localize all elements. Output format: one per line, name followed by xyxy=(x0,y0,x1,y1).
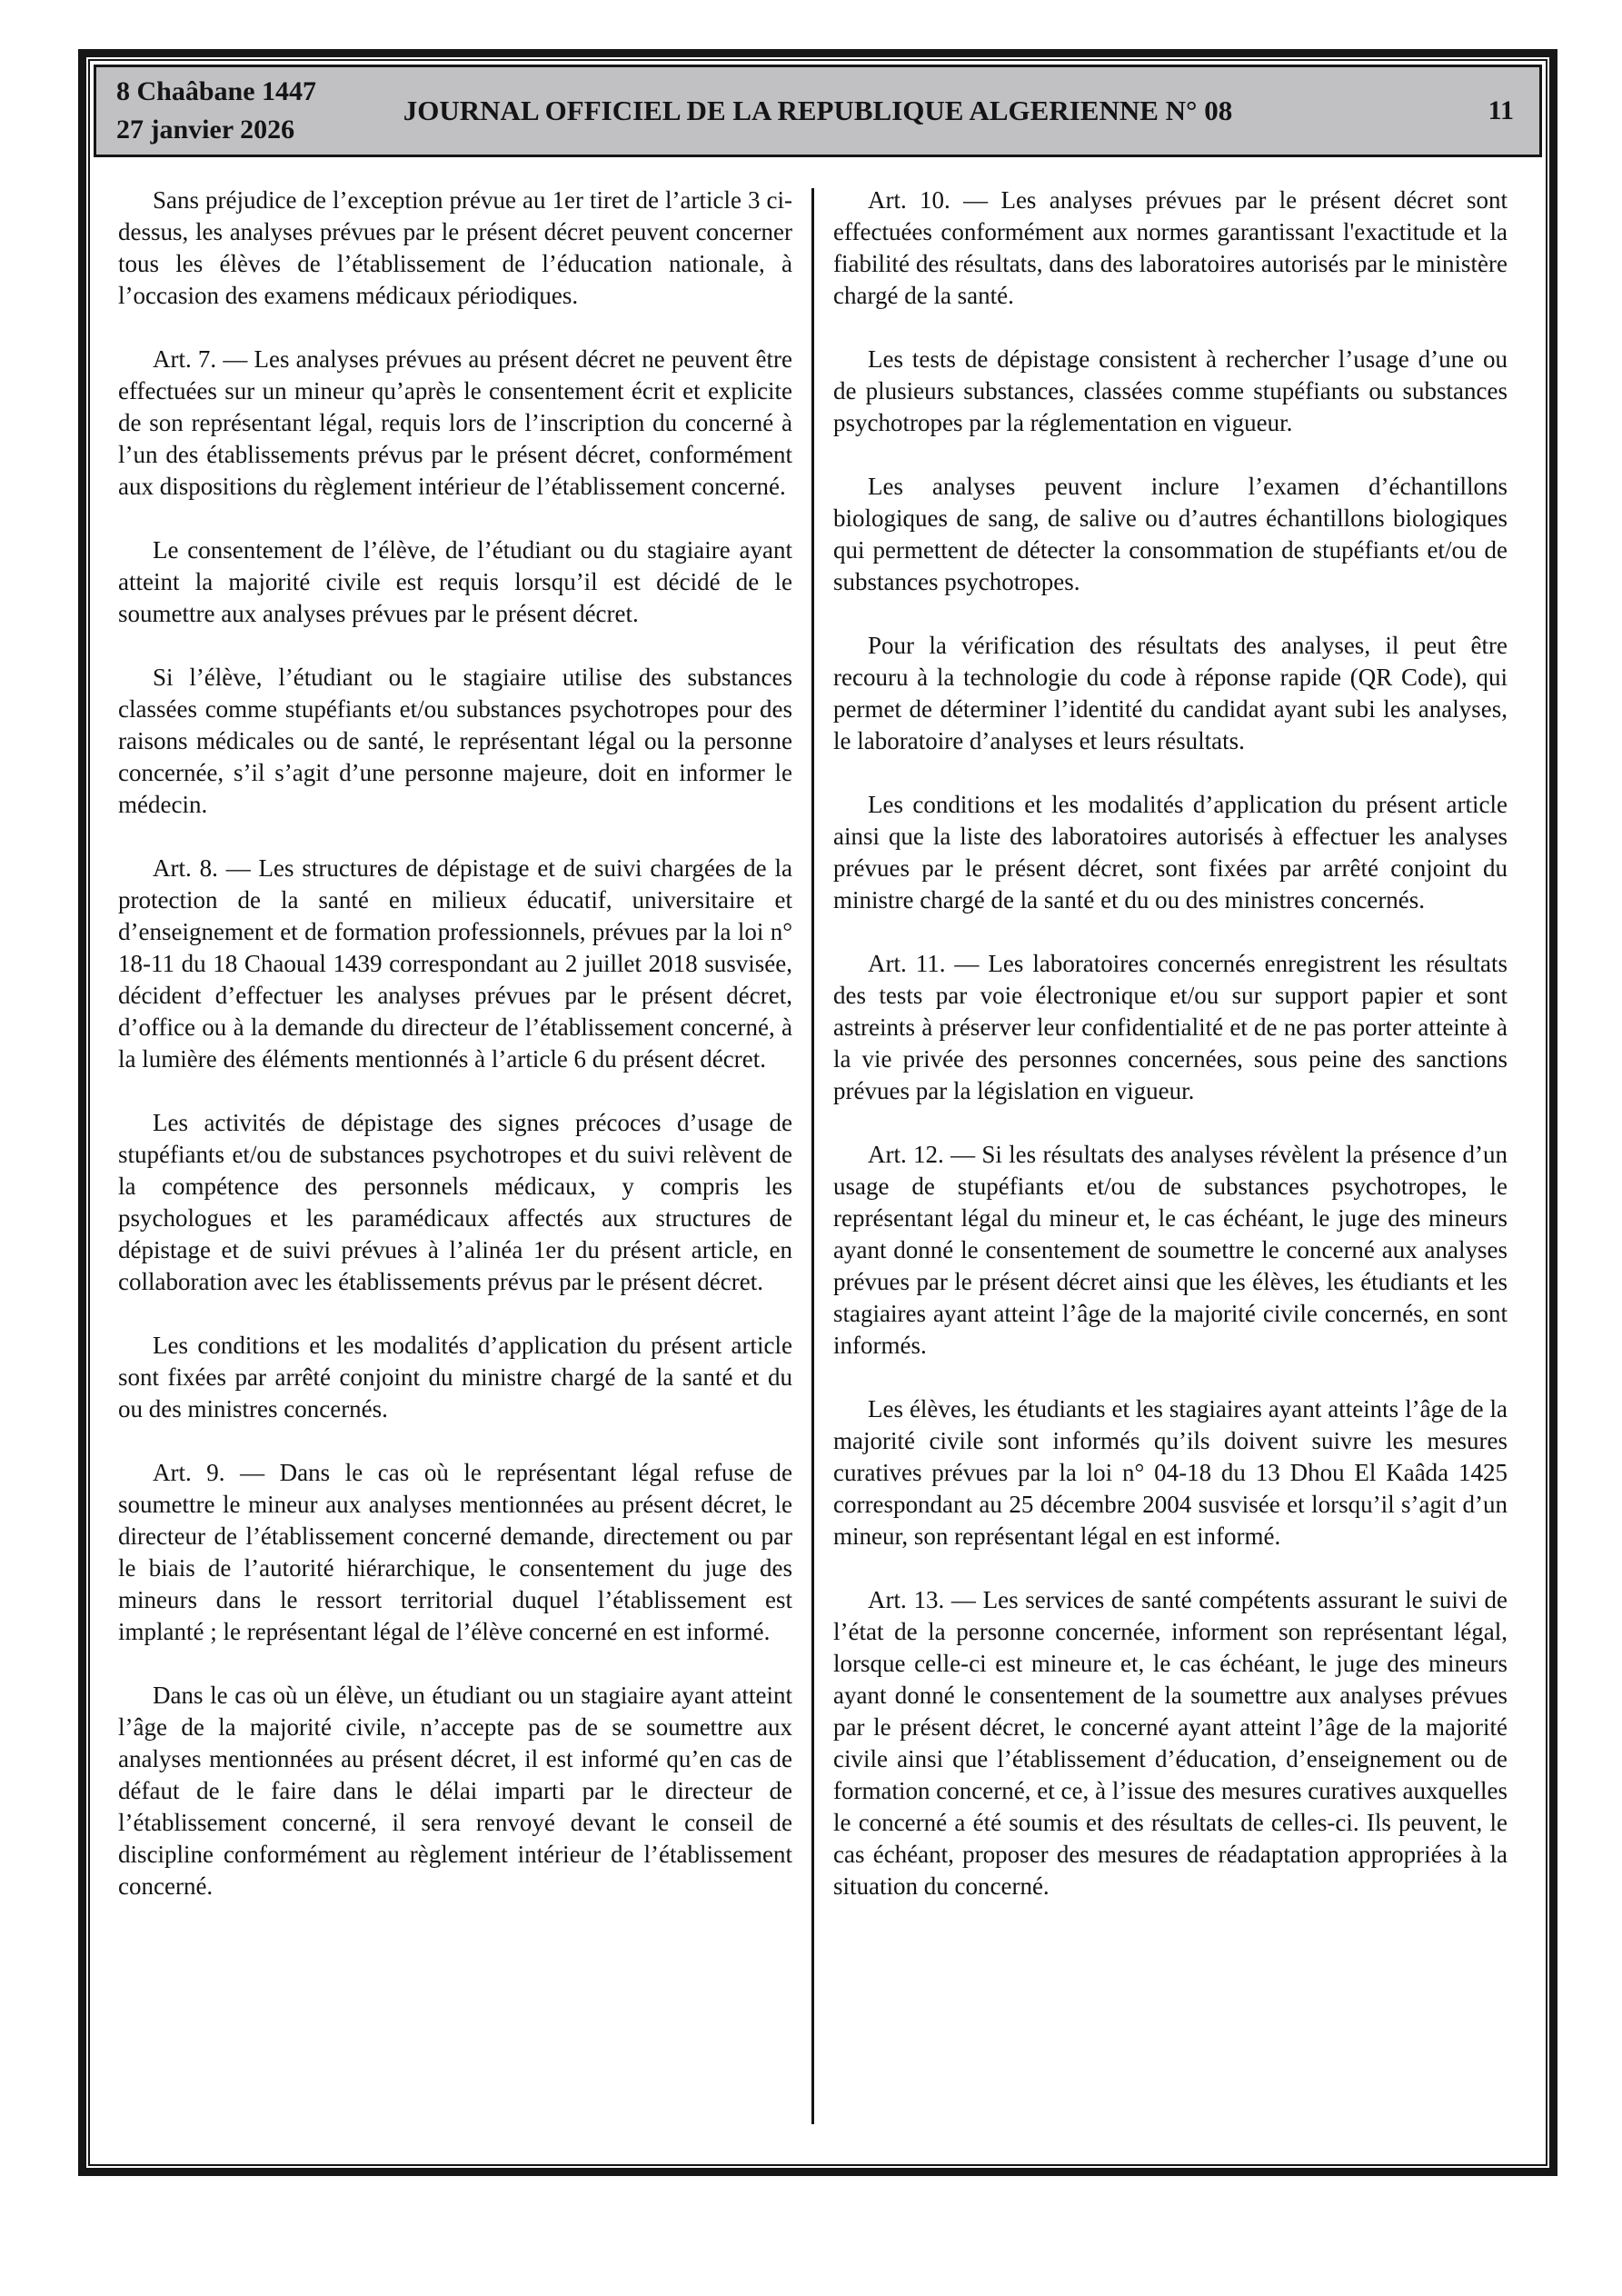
paragraph: Les conditions et les modalités d’application du présent article sont fixées par arrêté conjoint du ministre chargé de la santé et du ou des ministres concernés. xyxy=(118,1332,792,1423)
paragraph: Art. 7. — Les analyses prévues au présent décret ne peuvent être effectuées sur un mineur qu’après le consentement écrit et explicite de son représentant légal, requis lors de l’inscription du concerné à l’un des établissements prévus par le présent décret, conformément aux dispositions du règlement intérieur de l’établissement concerné. xyxy=(118,345,792,500)
paragraph: Sans préjudice de l’exception prévue au 1er tiret de l’article 3 ci-dessus, les analyses prévues par le présent décret peuvent concerner tous les élèves de l’établissement de l’éducation nationale, à l’occasion des examens médicaux périodiques. xyxy=(118,186,792,309)
paragraph: Dans le cas où un élève, un étudiant ou un stagiaire ayant atteint l’âge de la majorité civile, n’accepte pas de se soumettre aux analyses mentionnées au présent décret, il est informé qu’en cas de défaut de le faire dans le délai imparti par le directeur de l’établissement concerné, il sera renvoyé devant le conseil de discipline conformément au règlement intérieur de l’établissement concerné. xyxy=(118,1682,792,1900)
paragraph: Art. 12. — Si les résultats des analyses révèlent la présence d’un usage de stupéfiants et/ou de substances psychotropes, le représentant légal du mineur et, le cas échéant, le juge des mineurs ayant donné le consentement de soumettre le concerné aux analyses prévues par le présent décret ainsi que les élèves, les étudiants et les stagiaires ayant atteint l’âge de la majorité civile concernés, en sont informés. xyxy=(833,1141,1508,1359)
header-dates xyxy=(116,73,316,149)
header-band xyxy=(94,65,1542,157)
paragraph: Art. 13. — Les services de santé compétents assurant le suivi de l’état de la personne concernée, informent son représentant légal, lorsque celle-ci est mineure et, le cas échéant, le juge des mineurs ayant donné le consentement de la soumettre aux analyses prévues par le présent décret, le concerné ayant atteint l’âge de la majorité civile ainsi que l’établissement d’éducation, d’enseignement ou de formation concerné, et ce, à l’issue des mesures curatives auxquelles le concerné a été soumis et des résultats de celles-ci. Ils peuvent, le cas échéant, proposer des mesures de réadaptation appropriées à la situation du concerné. xyxy=(833,1586,1508,1900)
left-column xyxy=(118,185,792,1934)
paragraph: Art. 11. — Les laboratoires concernés enregistrent les résultats des tests par voie électronique et/ou sur support papier et sont astreints à préserver leur confidentialité et de ne pas porter atteinte à la vie privée des personnes concernées, sous peine des sanctions prévues par la législation en vigueur. xyxy=(833,950,1508,1104)
right-column xyxy=(833,185,1508,1934)
paragraph: Les activités de dépistage des signes précoces d’usage de stupéfiants et/ou de substances psychotropes et du suivi relèvent de la compétence des personnels médicaux, y compris les psychologues et les paramédicaux affectés aux structures de dépistage et de suivi prévues à l’alinéa 1er du présent article, en collaboration avec les établissements prévus par le présent décret. xyxy=(118,1109,792,1295)
paragraph: Art. 8. — Les structures de dépistage et de suivi chargées de la protection de la santé en milieux éducatif, universitaire et d’enseignement et de formation professionnels, prévues par la loi n° 18-11 du 18 Chaoual 1439 correspondant au 2 juillet 2018 susvisée, décident d’effectuer les analyses prévues par le présent décret, d’office ou à la demande du directeur de l’établissement concerné, à la lumière des éléments mentionnés à l’article 6 du présent décret. xyxy=(118,854,792,1073)
paragraph: Les analyses peuvent inclure l’examen d’échantillons biologiques de sang, de salive ou d’autres échantillons biologiques qui permettent de détecter la consommation de stupéfiants et/ou de substances psychotropes. xyxy=(833,473,1508,595)
paragraph: Si l’élève, l’étudiant ou le stagiaire utilise des substances classées comme stupéfiants et/ou substances psychotropes pour des raisons médicales ou de santé, le représentant légal ou la personne concernée, s’il s’agit d’une personne majeure, doit en informer le médecin. xyxy=(118,664,792,818)
gregorian-date: 27 janvier 2026 xyxy=(116,115,295,145)
paragraph: Les élèves, les étudiants et les stagiaires ayant atteints l’âge de la majorité civile sont informés qu’ils doivent suivre les mesures curatives prévues par la loi n° 04-18 du 13 Dhou El Kaâda 1425 correspondant au 25 décembre 2004 susvisée et lorsqu’il s’agit d’un mineur, son représentant légal en est informé. xyxy=(833,1395,1508,1550)
paragraph: Les conditions et les modalités d’application du présent article ainsi que la liste des laboratoires autorisés à effectuer les analyses prévues par le présent décret, sont fixées par arrêté conjoint du ministre chargé de la santé et du ou des ministres concernés. xyxy=(833,791,1508,913)
paragraph: Le consentement de l’élève, de l’étudiant ou du stagiaire ayant atteint la majorité civile est requis lorsqu’il est décidé de le soumettre aux analyses prévues par le présent décret. xyxy=(118,536,792,627)
page-number: 11 xyxy=(1488,95,1514,125)
hijri-date: 8 Chaâbane 1447 xyxy=(116,76,317,106)
column-divider xyxy=(811,188,814,2124)
paragraph: Art. 10. — Les analyses prévues par le présent décret sont effectuées conformément aux normes garantissant l'exactitude et la fiabilité des résultats, dans des laboratoires autorisés par le ministère chargé de la santé. xyxy=(833,186,1508,309)
page-frame-inner-border xyxy=(88,59,1547,2166)
journal-title: JOURNAL OFFICIEL DE LA REPUBLIQUE ALGERIENNE N° 08 xyxy=(403,95,1233,126)
paragraph: Pour la vérification des résultats des analyses, il peut être recouru à la technologie du code à réponse rapide (QR Code), qui permet de déterminer l’identité du candidat ayant subi les analyses, le laboratoire d’analyses et leurs résultats. xyxy=(833,632,1508,754)
paragraph: Art. 9. — Dans le cas où le représentant légal refuse de soumettre le mineur aux analyses mentionnées au présent décret, le directeur de l’établissement concerné demande, directement ou par le biais de l’autorité hiérarchique, le consentement du juge des mineurs dans le ressort territorial duquel l’établissement est implanté ; le représentant légal de l’élève concerné en est informé. xyxy=(118,1459,792,1645)
paragraph: Les tests de dépistage consistent à rechercher l’usage d’une ou de plusieurs substances, classées comme stupéfiants ou substances psychotropes par la réglementation en vigueur. xyxy=(833,345,1508,436)
page-frame xyxy=(78,49,1557,2176)
